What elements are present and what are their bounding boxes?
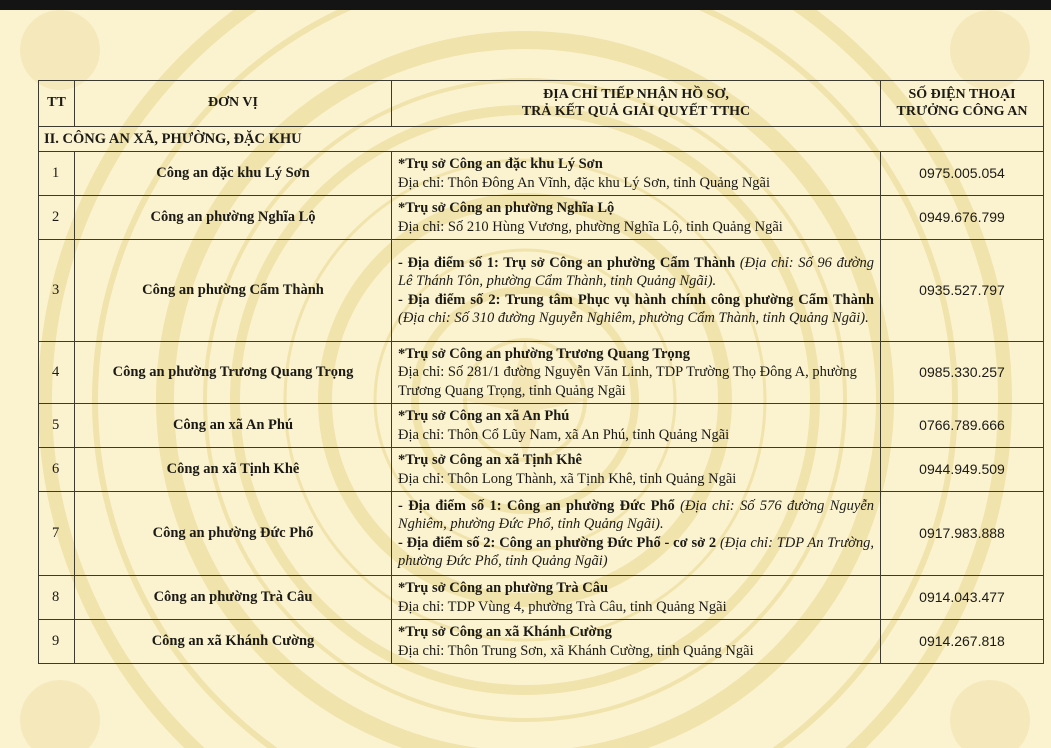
header-phone-line2: TRƯỞNG CÔNG AN — [896, 103, 1028, 119]
address-cell — [392, 448, 881, 492]
table-row — [39, 620, 1044, 664]
top-dark-bar — [0, 0, 1051, 10]
office-name: *Trụ sở Công an phường Trương Quang Trọng — [398, 346, 690, 363]
location-label: - Địa điểm số 1: Trụ sở Công an phường Cẩm Thành — [398, 255, 736, 272]
header-phone — [881, 81, 1044, 127]
unit-name: Công an phường Cẩm Thành — [75, 240, 392, 342]
phone-number: 0985.330.257 — [881, 342, 1044, 404]
table-row — [39, 576, 1044, 620]
unit-name: Công an xã Tịnh Khê — [75, 448, 392, 492]
row-number: 6 — [39, 448, 75, 492]
office-address: Địa chỉ: Thôn Trung Sơn, xã Khánh Cường, tỉnh Quảng Ngãi — [398, 642, 754, 659]
header-tt: TT — [39, 81, 75, 127]
location-address-note: (Địa chỉ: Số 310 đường Nguyễn Nghiêm, phường Cẩm Thành, tỉnh Quảng Ngãi). — [398, 309, 869, 326]
row-number: 7 — [39, 492, 75, 576]
header-address — [392, 81, 881, 127]
location-entry — [398, 534, 874, 570]
address-cell — [392, 404, 881, 448]
table-row — [39, 404, 1044, 448]
office-address: Địa chỉ: Số 281/1 đường Nguyễn Văn Linh, TDP Trường Thọ Đông A, phường Trương Quang Trọng, tỉnh Quảng Ngãi — [398, 364, 857, 399]
row-number: 3 — [39, 240, 75, 342]
office-name: *Trụ sở Công an xã Tịnh Khê — [398, 452, 582, 469]
phone-number: 0944.949.509 — [881, 448, 1044, 492]
location-entry — [398, 291, 874, 327]
phone-number: 0975.005.054 — [881, 152, 1044, 196]
header-phone-line1: SỐ ĐIỆN THOẠI — [908, 87, 1016, 103]
unit-name: Công an xã Khánh Cường — [75, 620, 392, 664]
location-label: - Địa điểm số 1: Công an phường Đức Phổ — [398, 498, 675, 515]
row-number: 2 — [39, 196, 75, 240]
phone-number: 0766.789.666 — [881, 404, 1044, 448]
row-number: 8 — [39, 576, 75, 620]
phone-number: 0935.527.797 — [881, 240, 1044, 342]
office-address: Địa chỉ: Số 210 Hùng Vương, phường Nghĩa Lộ, tỉnh Quảng Ngãi — [398, 218, 783, 235]
unit-name: Công an phường Nghĩa Lộ — [75, 196, 392, 240]
address-cell — [392, 576, 881, 620]
phone-number: 0914.043.477 — [881, 576, 1044, 620]
address-cell — [392, 342, 881, 404]
row-number: 9 — [39, 620, 75, 664]
office-address: Địa chỉ: Thôn Long Thành, xã Tịnh Khê, tỉnh Quảng Ngãi — [398, 470, 737, 487]
table-row — [39, 342, 1044, 404]
row-number: 1 — [39, 152, 75, 196]
location-entry — [398, 254, 874, 290]
table-row — [39, 152, 1044, 196]
office-address: Địa chỉ: TDP Vùng 4, phường Trà Câu, tỉnh Quảng Ngãi — [398, 598, 727, 615]
location-label: - Địa điểm số 2: Trung tâm Phục vụ hành chính công phường Cẩm Thành — [398, 291, 874, 308]
unit-name: Công an xã An Phú — [75, 404, 392, 448]
table-row — [39, 240, 1044, 342]
office-name: *Trụ sở Công an xã Khánh Cường — [398, 624, 612, 641]
location-address-note: (Địa chỉ: TDP An Trường, phường Đức Phổ, tỉnh Quảng Ngãi) — [398, 534, 874, 569]
unit-name: Công an đặc khu Lý Sơn — [75, 152, 392, 196]
table-row — [39, 196, 1044, 240]
police-unit-directory-table — [38, 80, 1044, 664]
section-row — [39, 127, 1044, 152]
location-address-note: (Địa chỉ: Số 576 đường Nguyễn Nghiêm, phường Đức Phổ, tỉnh Quảng Ngãi). — [398, 498, 874, 533]
office-address: Địa chỉ: Thôn Đông An Vĩnh, đặc khu Lý Sơn, tỉnh Quảng Ngãi — [398, 174, 771, 191]
office-name: *Trụ sở Công an đặc khu Lý Sơn — [398, 156, 603, 173]
office-name: *Trụ sở Công an xã An Phú — [398, 408, 570, 425]
address-cell — [392, 152, 881, 196]
table-header-row — [39, 81, 1044, 127]
unit-name: Công an phường Đức Phổ — [75, 492, 392, 576]
unit-name: Công an phường Trương Quang Trọng — [75, 342, 392, 404]
unit-name: Công an phường Trà Câu — [75, 576, 392, 620]
address-cell — [392, 240, 881, 342]
section-title: II. CÔNG AN XÃ, PHƯỜNG, ĐẶC KHU — [39, 127, 1044, 152]
table-row — [39, 448, 1044, 492]
header-address-line2: TRẢ KẾT QUẢ GIẢI QUYẾT TTHC — [521, 103, 751, 119]
address-cell — [392, 620, 881, 664]
location-address-note: (Địa chỉ: Số 96 đường Lê Thánh Tôn, phường Cẩm Thành, tỉnh Quảng Ngãi). — [398, 255, 874, 290]
office-address: Địa chỉ: Thôn Cổ Lũy Nam, xã An Phú, tỉnh Quảng Ngãi — [398, 426, 730, 443]
office-name: *Trụ sở Công an phường Nghĩa Lộ — [398, 200, 615, 217]
office-name: *Trụ sở Công an phường Trà Câu — [398, 580, 609, 597]
phone-number: 0917.983.888 — [881, 492, 1044, 576]
table-row — [39, 492, 1044, 576]
phone-number: 0949.676.799 — [881, 196, 1044, 240]
location-entry — [398, 497, 874, 533]
address-cell — [392, 196, 881, 240]
header-address-line1: ĐỊA CHỈ TIẾP NHẬN HỒ SƠ, — [543, 87, 729, 103]
header-unit: ĐƠN VỊ — [75, 81, 392, 127]
address-cell — [392, 492, 881, 576]
row-number: 5 — [39, 404, 75, 448]
location-label: - Địa điểm số 2: Công an phường Đức Phổ - cơ sở 2 — [398, 534, 717, 551]
row-number: 4 — [39, 342, 75, 404]
phone-number: 0914.267.818 — [881, 620, 1044, 664]
